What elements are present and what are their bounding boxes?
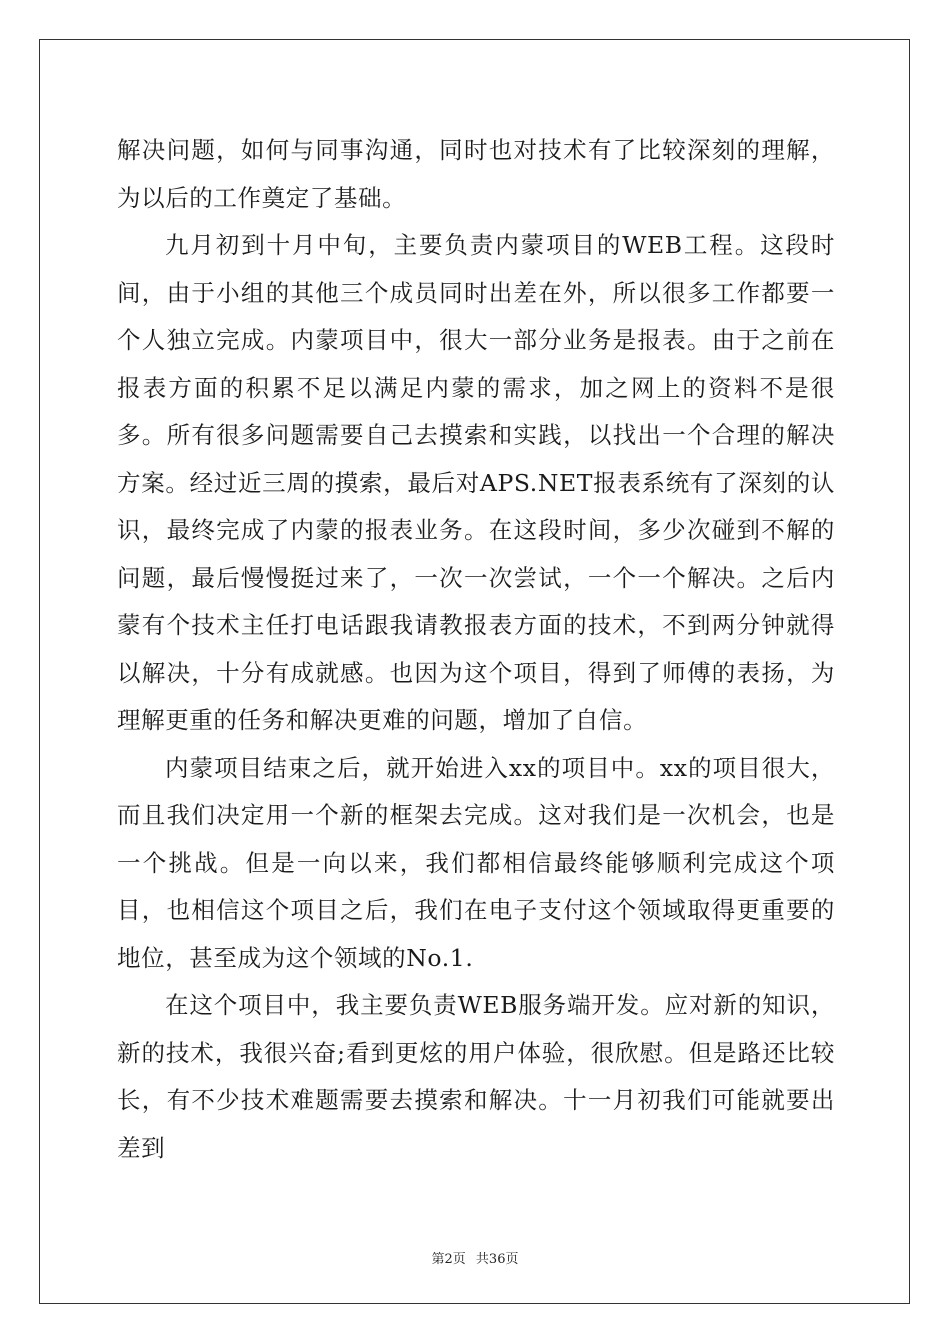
paragraph-2: 九月初到十月中旬，主要负责内蒙项目的WEB工程。这段时间，由于小组的其他三个成员同时出差在外，所以很多工作都要一个人独立完成。内蒙项目中，很大一部分业务是报表。由于之前在报表方面的积累不足以满足内蒙的需求，加之网上的资料不是很多。所有很多问题需要自己去摸索和实践，以找出一个合理的解决方案。经过近三周的摸索，最后对APS.NET报表系统有了深刻的认识，最终完成了内蒙的报表业务。在这段时间，多少次碰到不解的问题，最后慢慢挺过来了，一次一次尝试，一个一个解决。之后内蒙有个技术主任打电话跟我请教报表方面的技术，不到两分钟就得以解决，十分有成就感。也因为这个项目，得到了师傅的表扬，为理解更重的任务和解决更难的问题，增加了自信。 bbox=[117, 231, 835, 734]
paragraph-4: 在这个项目中，我主要负责WEB服务端开发。应对新的知识，新的技术，我很兴奋;看到更炫的用户体验，很欣慰。但是路还比较长，有不少技术难题需要去摸索和解决。十一月初我们可能就要出差到 bbox=[117, 991, 835, 1162]
document-body bbox=[117, 127, 835, 1172]
paragraph-1: 解决问题，如何与同事沟通，同时也对技术有了比较深刻的理解，为以后的工作奠定了基础。 bbox=[117, 136, 835, 212]
paragraph-3: 内蒙项目结束之后，就开始进入xx的项目中。xx的项目很大，而且我们决定用一个新的框架去完成。这对我们是一次机会，也是一个挑战。但是一向以来，我们都相信最终能够顺利完成这个项目，也相信这个项目之后，我们在电子支付这个领域取得更重要的地位，甚至成为这个领域的No.1. bbox=[117, 753, 835, 972]
page-number-footer: 第2页 共36页 bbox=[431, 1252, 519, 1267]
